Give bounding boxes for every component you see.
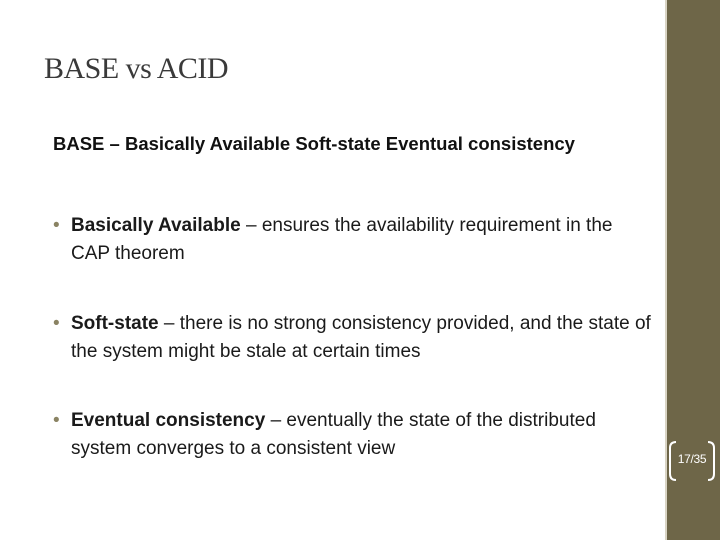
slide-title: BASE vs ACID — [44, 52, 229, 85]
bullet-icon: • — [53, 215, 60, 236]
page-number-badge — [664, 440, 720, 482]
bullet-term: Basically Available — [71, 215, 241, 236]
bullet-text: – eventually the state of the distributed system converges to a consistent view — [71, 410, 596, 459]
bullet-item-eventual-consistency — [53, 407, 653, 463]
bullet-icon: • — [53, 410, 60, 431]
bullet-term: Soft-state — [71, 313, 159, 334]
bullet-item-basically-available — [53, 212, 653, 268]
bullet-text: – there is no strong consistency provided, and the state of the system might be stale at certain times — [71, 313, 651, 362]
slide-subtitle: BASE – Basically Available Soft-state Eventual consistency — [53, 133, 575, 154]
page-number: 17/35 — [677, 452, 707, 466]
bullet-text: – ensures the availability requirement in the CAP theorem — [71, 215, 613, 264]
bullet-icon: • — [53, 313, 60, 334]
bullet-term: Eventual consistency — [71, 410, 266, 431]
bullet-item-soft-state — [53, 310, 653, 366]
